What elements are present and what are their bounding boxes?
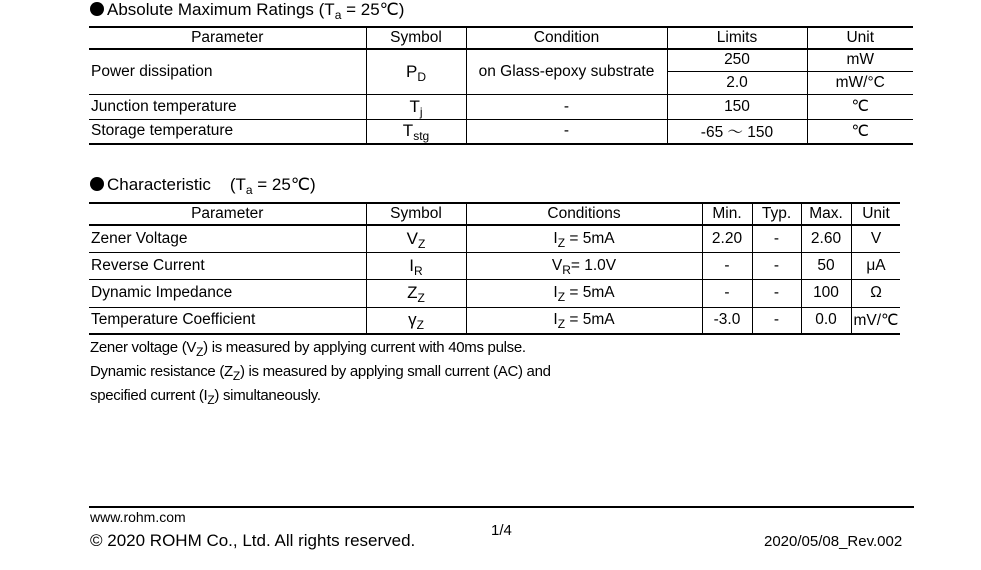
row-unit: mW/°C: [807, 71, 913, 94]
table-row: [89, 307, 900, 334]
row-unit: ℃: [807, 94, 913, 119]
header-min: Min.: [702, 203, 752, 225]
row-limit: 2.0: [667, 71, 807, 94]
header-parameter: Parameter: [191, 29, 264, 46]
table-row: [89, 49, 913, 71]
row-symbol: $T_j$: [366, 94, 466, 119]
footer-url: www.rohm.com: [90, 509, 186, 525]
table-row: [89, 119, 913, 144]
row-min: -: [702, 252, 752, 279]
table-row: [89, 94, 913, 119]
row-symbol: $T_{stg}$: [366, 119, 466, 144]
row-condition: $I_Z = 5mA$: [466, 307, 702, 334]
row-max: 0.0: [801, 307, 851, 334]
header-symbol: Symbol: [366, 27, 466, 49]
row-symbol: $I_R$: [366, 252, 466, 279]
page-number: 1/4: [491, 522, 512, 539]
row-symbol: $P_D$: [366, 49, 466, 94]
row-unit: Ω: [851, 279, 900, 307]
characteristic-heading: Characteristic ($T_a$ = 25℃): [90, 175, 316, 195]
header-unit: Unit: [851, 203, 900, 225]
row-parameter: Temperature Coefficient: [91, 311, 256, 329]
row-max: 50: [801, 252, 851, 279]
note-line: specified current $(I_Z)$ simultaneously.: [90, 387, 321, 407]
row-typ: -: [752, 252, 801, 279]
row-condition: $I_Z = 5mA$: [466, 279, 702, 307]
row-unit: mV/℃: [851, 307, 900, 334]
characteristic-table: [89, 202, 900, 335]
row-unit: mW: [807, 49, 913, 71]
note-line: Dynamic resistance $(Z_Z)$ is measured by applying small current (AC) and: [90, 363, 551, 383]
row-limit: -65 ～ 150: [667, 119, 807, 144]
table-row: [89, 252, 900, 279]
row-condition: $V_R= 1.0V$: [466, 252, 702, 279]
row-limit: 250: [667, 49, 807, 71]
table-row: [89, 225, 900, 252]
row-symbol: $V_Z$: [366, 225, 466, 252]
row-condition: $I_Z = 5mA$: [466, 225, 702, 252]
row-condition: on Glass-epoxy substrate: [466, 49, 667, 94]
row-typ: -: [752, 225, 801, 252]
row-parameter: Reverse Current: [91, 256, 205, 274]
table-row: [89, 279, 900, 307]
row-min: -: [702, 279, 752, 307]
row-typ: -: [752, 279, 801, 307]
row-condition: -: [466, 119, 667, 144]
row-parameter: Power dissipation: [89, 49, 366, 94]
row-typ: -: [752, 307, 801, 334]
revision-date: 2020/05/08_Rev.002: [764, 533, 903, 550]
notes: [90, 336, 551, 408]
row-symbol: $\gamma_Z$: [366, 307, 466, 334]
row-unit: μA: [851, 252, 900, 279]
row-max: 2.60: [801, 225, 851, 252]
amr-header-row: [89, 27, 913, 49]
row-min: -3.0: [702, 307, 752, 334]
header-condition: Condition: [466, 27, 667, 49]
header-typ: Typ.: [752, 203, 801, 225]
row-unit: V: [851, 225, 900, 252]
amr-table: [89, 26, 913, 145]
row-parameter: Dynamic Impedance: [91, 284, 233, 301]
header-conditions: Conditions: [466, 203, 702, 225]
row-condition: -: [466, 94, 667, 119]
row-symbol: $Z_Z$: [366, 279, 466, 307]
row-max: 100: [801, 279, 851, 307]
footer-copyright: © 2020 ROHM Co., Ltd. All rights reserved.: [90, 531, 416, 550]
row-min: 2.20: [702, 225, 752, 252]
amr-heading: Absolute Maximum Ratings ($T_a$ = 25℃): [90, 0, 404, 20]
row-parameter: Zener Voltage: [91, 229, 188, 247]
char-header-row: [89, 203, 900, 225]
row-unit: ℃: [807, 119, 913, 144]
header-symbol: Symbol: [366, 203, 466, 225]
header-limits: Limits: [667, 27, 807, 49]
note-line: Zener voltage $(V_Z)$ is measured by applying current with 40ms pulse.: [90, 339, 526, 359]
header-max: Max.: [801, 203, 851, 225]
footer-divider: [89, 506, 914, 508]
bullet-icon: [90, 177, 104, 191]
row-parameter: Storage temperature: [91, 122, 234, 140]
bullet-icon: [90, 2, 104, 16]
row-limit: 150: [667, 94, 807, 119]
header-parameter: Parameter: [191, 205, 264, 222]
header-unit: Unit: [807, 27, 913, 49]
row-parameter: Junction temperature: [91, 97, 237, 115]
